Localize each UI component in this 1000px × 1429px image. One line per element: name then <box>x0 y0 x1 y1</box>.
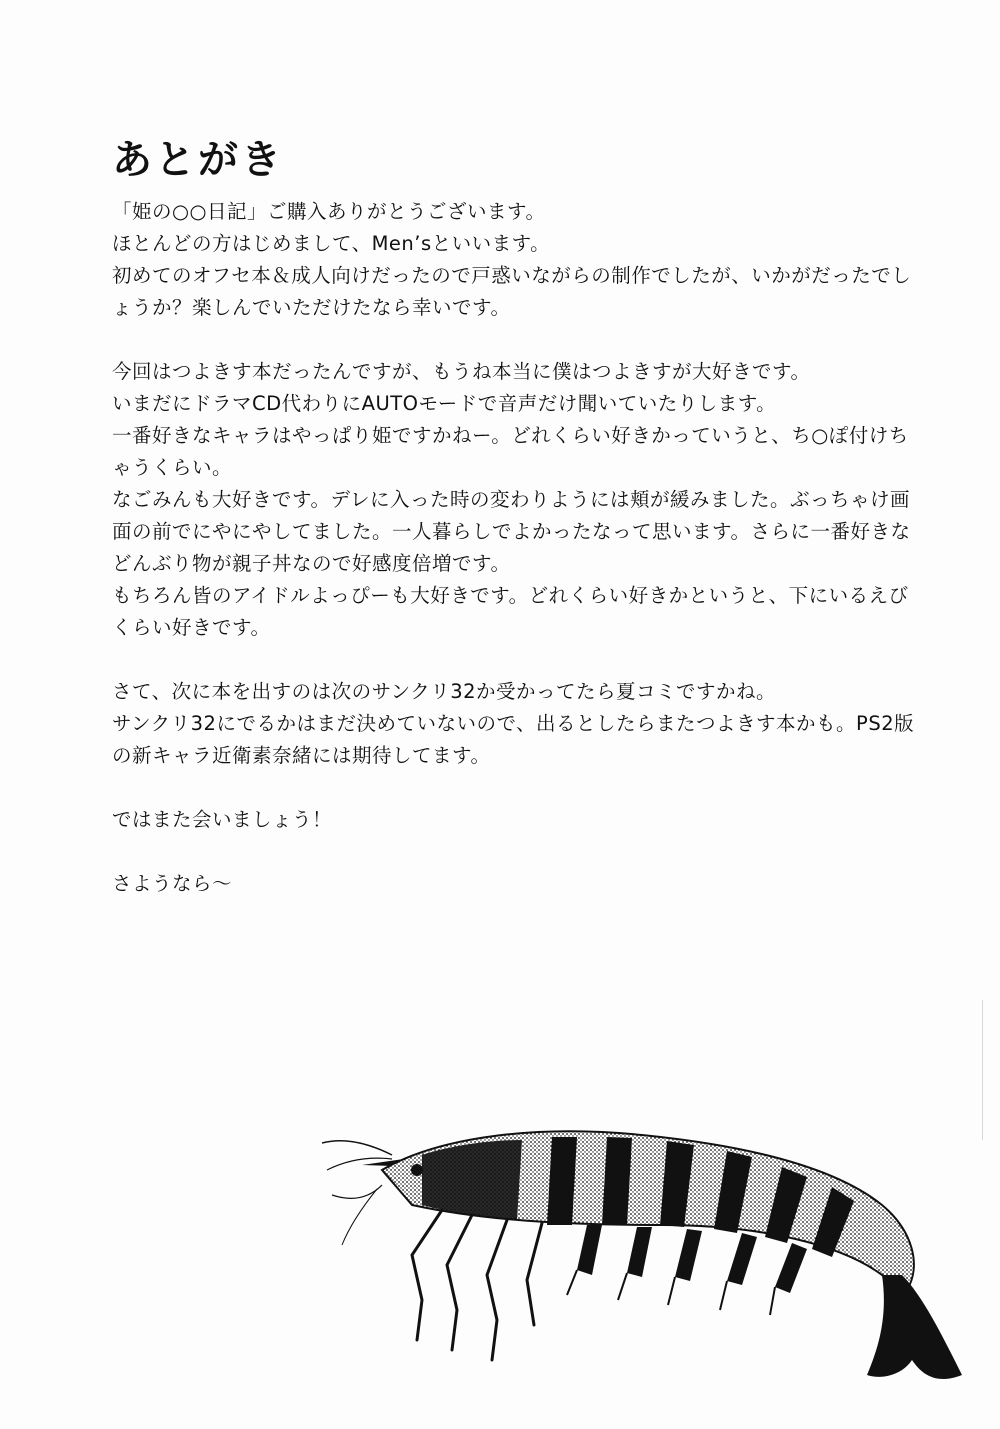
text-line: どんぶり物が親子丼なので好感度倍増です。 <box>112 552 511 575</box>
text-line: いまだにドラマCD代わりにAUTOモードで音声だけ聞いていたりします。 <box>112 392 777 415</box>
text-line: 一番好きなキャラはやっぱり姫ですかねー。どれくらい好きかっていうと、ち○ぽ付けち <box>112 424 909 447</box>
text-line: ゃうくらい。 <box>112 456 233 479</box>
text-line: ほとんどの方はじめまして、Men’sといいます。 <box>112 232 551 255</box>
text-line: 「姫の○○日記」ご購入ありがとうございます。 <box>112 200 546 223</box>
text-line: ではまた会いましょう！ <box>112 808 333 831</box>
afterword-body <box>112 196 962 900</box>
text-line: もちろん皆のアイドルよっぴーも大好きです。どれくらい好きかというと、下にいるえび <box>112 584 909 607</box>
text-line: 初めてのオフセ本＆成人向けだったので戸惑いながらの制作でしたが、いかがだったでし <box>112 264 912 287</box>
shrimp-illustration <box>322 1125 972 1395</box>
paragraph-gap <box>112 772 962 804</box>
scan-edge-line <box>982 1000 983 1140</box>
text-line: の新キャラ近衛素奈緒には期待してます。 <box>112 744 491 767</box>
text-line: サンクリ32にでるかはまだ決めていないので、出るとしたらまたつよきす本かも。PS2版 <box>112 712 915 735</box>
paragraph-gap <box>112 644 962 676</box>
page-title: あとがき <box>112 137 284 183</box>
paragraph-gap <box>112 836 962 868</box>
paragraph-gap <box>112 324 962 356</box>
text-line: さようなら～ <box>112 872 233 895</box>
text-line: なごみんも大好きです。デレに入った時の変わりようには頬が緩みました。ぶっちゃけ画 <box>112 488 911 511</box>
text-line: くらい好きです。 <box>112 616 271 639</box>
text-line: さて、次に本を出すのは次のサンクリ32か受かってたら夏コミですかね。 <box>112 680 777 703</box>
text-line: ょうか？楽しんでいただけたなら幸いです。 <box>112 296 511 319</box>
text-line: 面の前でにやにやしてました。一人暮らしでよかったなって思います。さらに一番好きな <box>112 520 911 543</box>
text-line: 今回はつよきす本だったんですが、もうね本当に僕はつよきすが大好きです。 <box>112 360 811 383</box>
